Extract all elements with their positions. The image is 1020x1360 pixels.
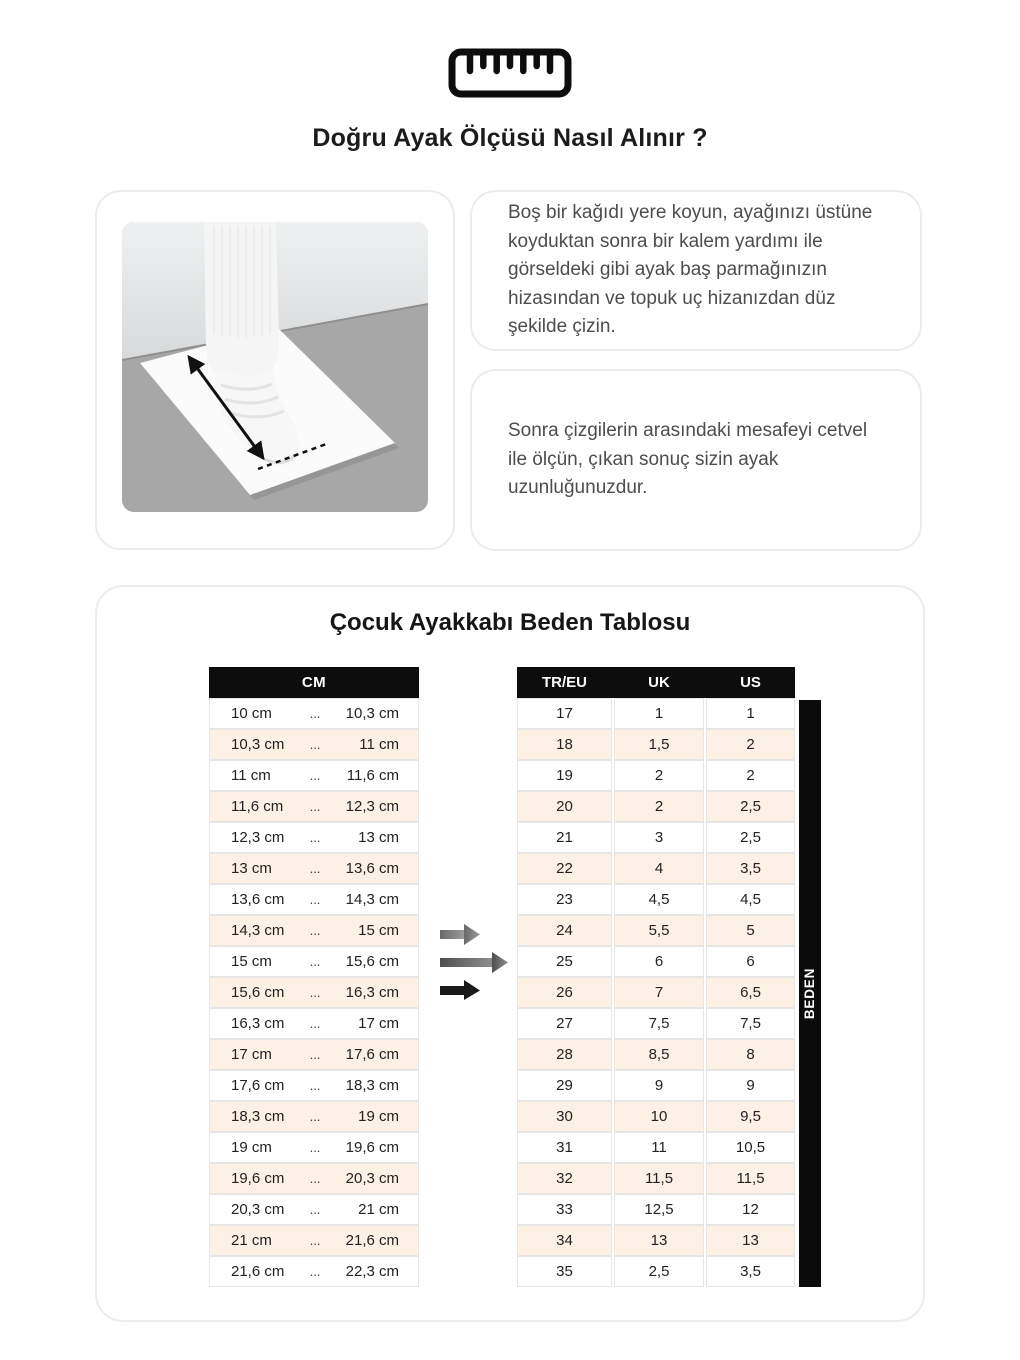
cm-table-row bbox=[209, 1256, 419, 1287]
size-cell: 12,5 bbox=[614, 1194, 704, 1225]
size-table-row bbox=[517, 698, 795, 729]
col-header-tr-eu: TR/EU bbox=[542, 674, 587, 691]
ruler-icon bbox=[448, 48, 572, 98]
size-cell: 33 bbox=[517, 1194, 612, 1225]
size-cell: 3,5 bbox=[706, 853, 795, 884]
cm-from-value: 20,3 cm bbox=[231, 1201, 285, 1218]
size-table-row bbox=[517, 822, 795, 853]
size-cell: 34 bbox=[517, 1225, 612, 1256]
size-table-card bbox=[95, 585, 925, 1322]
size-table-row bbox=[517, 884, 795, 915]
size-cell: 1 bbox=[614, 698, 704, 729]
size-table-title: Çocuk Ayakkabı Beden Tablosu bbox=[329, 609, 691, 636]
size-table-row bbox=[517, 791, 795, 822]
cm-to-value: 17,6 cm bbox=[345, 1046, 399, 1063]
cm-table-row bbox=[209, 915, 419, 946]
cm-table-row bbox=[209, 1008, 419, 1039]
cm-separator: ... bbox=[309, 1171, 321, 1186]
cm-separator: ... bbox=[309, 1202, 321, 1217]
cm-table-row bbox=[209, 977, 419, 1008]
cm-from-value: 11 cm bbox=[231, 767, 271, 784]
cm-to-value: 16,3 cm bbox=[345, 984, 399, 1001]
cm-to-value: 18,3 cm bbox=[345, 1077, 399, 1094]
cm-to-value: 21,6 cm bbox=[345, 1232, 399, 1249]
cm-table-row bbox=[209, 1163, 419, 1194]
size-table-row bbox=[517, 1132, 795, 1163]
size-table-row bbox=[517, 1194, 795, 1225]
cm-to-value: 20,3 cm bbox=[345, 1170, 399, 1187]
cm-to-value: 15 cm bbox=[358, 922, 399, 939]
instruction-card-2 bbox=[470, 369, 922, 551]
size-cell: 9 bbox=[614, 1070, 704, 1101]
size-cell: 30 bbox=[517, 1101, 612, 1132]
cm-to-value: 14,3 cm bbox=[345, 891, 399, 908]
cm-to-value: 22,3 cm bbox=[345, 1263, 399, 1280]
cm-from-value: 17,6 cm bbox=[231, 1077, 285, 1094]
intl-table-body bbox=[517, 698, 795, 1287]
size-cell: 6 bbox=[706, 946, 795, 977]
cm-from-value: 21 cm bbox=[231, 1232, 272, 1249]
cm-table-row bbox=[209, 760, 419, 791]
cm-separator: ... bbox=[309, 706, 321, 721]
size-cell: 29 bbox=[517, 1070, 612, 1101]
size-table-row bbox=[517, 977, 795, 1008]
transfer-arrows-icon bbox=[439, 924, 519, 1000]
cm-table-row bbox=[209, 1225, 419, 1256]
cm-table-row bbox=[209, 729, 419, 760]
cm-table-row bbox=[209, 1132, 419, 1163]
size-cell: 9 bbox=[706, 1070, 795, 1101]
cm-table-row bbox=[209, 822, 419, 853]
size-cell: 22 bbox=[517, 853, 612, 884]
size-cell: 10,5 bbox=[706, 1132, 795, 1163]
size-cell: 2,5 bbox=[706, 822, 795, 853]
cm-table-row bbox=[209, 884, 419, 915]
cm-separator: ... bbox=[309, 892, 321, 907]
size-cell: 13 bbox=[614, 1225, 704, 1256]
cm-from-value: 10 cm bbox=[231, 705, 272, 722]
cm-from-value: 15 cm bbox=[231, 953, 272, 970]
size-cell: 32 bbox=[517, 1163, 612, 1194]
cm-from-value: 21,6 cm bbox=[231, 1263, 285, 1280]
size-cell: 2,5 bbox=[614, 1256, 704, 1287]
cm-separator: ... bbox=[309, 1047, 321, 1062]
cm-separator: ... bbox=[309, 1233, 321, 1248]
size-table-row bbox=[517, 1008, 795, 1039]
cm-from-value: 10,3 cm bbox=[231, 736, 285, 753]
size-cell: 18 bbox=[517, 729, 612, 760]
size-cell: 5 bbox=[706, 915, 795, 946]
cm-separator: ... bbox=[309, 768, 321, 783]
size-cell: 3,5 bbox=[706, 1256, 795, 1287]
size-cell: 6 bbox=[614, 946, 704, 977]
size-table-row bbox=[517, 1070, 795, 1101]
size-table-row bbox=[517, 915, 795, 946]
cm-separator: ... bbox=[309, 1140, 321, 1155]
size-table-row bbox=[517, 946, 795, 977]
size-cell: 23 bbox=[517, 884, 612, 915]
size-cell: 8,5 bbox=[614, 1039, 704, 1070]
cm-from-value: 12,3 cm bbox=[231, 829, 285, 846]
size-cell: 25 bbox=[517, 946, 612, 977]
cm-table-row bbox=[209, 698, 419, 729]
intl-table-header bbox=[517, 667, 795, 698]
cm-from-value: 14,3 cm bbox=[231, 922, 285, 939]
cm-to-value: 15,6 cm bbox=[345, 953, 399, 970]
cm-from-value: 13 cm bbox=[231, 860, 272, 877]
size-cell: 28 bbox=[517, 1039, 612, 1070]
size-table-row bbox=[517, 729, 795, 760]
cm-separator: ... bbox=[309, 830, 321, 845]
cm-from-value: 17 cm bbox=[231, 1046, 272, 1063]
size-cell: 35 bbox=[517, 1256, 612, 1287]
size-cell: 20 bbox=[517, 791, 612, 822]
cm-table-row bbox=[209, 1101, 419, 1132]
cm-table-body bbox=[209, 698, 419, 1287]
size-cell: 5,5 bbox=[614, 915, 704, 946]
cm-to-value: 19,6 cm bbox=[345, 1139, 399, 1156]
size-cell: 4,5 bbox=[614, 884, 704, 915]
col-header-uk: UK bbox=[648, 674, 670, 691]
cm-separator: ... bbox=[309, 799, 321, 814]
cm-table-row bbox=[209, 1194, 419, 1225]
size-table-row bbox=[517, 853, 795, 884]
size-cell: 13 bbox=[706, 1225, 795, 1256]
cm-table-row bbox=[209, 791, 419, 822]
size-cell: 2 bbox=[706, 760, 795, 791]
instruction-step2-text: Sonra çizgilerin arasındaki mesafeyi cetvel ile ölçün, çıkan sonuç sizin ayak uzunluğunuzdur. bbox=[508, 420, 868, 499]
cm-separator: ... bbox=[309, 737, 321, 752]
instruction-step1-text: Boş bir kağıdı yere koyun, ayağınızı üstüne koyduktan sonra bir kalem yardımı ile görseldeki gibi ayak baş parmağınızın hizasından ve topuk uç hizanızdan düz şekilde çizin. bbox=[508, 202, 873, 338]
size-table-row bbox=[517, 1225, 795, 1256]
size-cell: 1,5 bbox=[614, 729, 704, 760]
size-table-row bbox=[517, 760, 795, 791]
cm-separator: ... bbox=[309, 985, 321, 1000]
size-cell: 2 bbox=[614, 760, 704, 791]
size-table-row bbox=[517, 1163, 795, 1194]
measure-photo-card bbox=[95, 190, 455, 550]
size-cell: 12 bbox=[706, 1194, 795, 1225]
size-cell: 2 bbox=[706, 729, 795, 760]
size-cell: 7,5 bbox=[706, 1008, 795, 1039]
cm-to-value: 10,3 cm bbox=[345, 705, 399, 722]
size-cell: 4,5 bbox=[706, 884, 795, 915]
cm-to-value: 13 cm bbox=[358, 829, 399, 846]
foot-measure-photo bbox=[122, 222, 428, 512]
col-header-us: US bbox=[740, 674, 761, 691]
cm-to-value: 13,6 cm bbox=[345, 860, 399, 877]
cm-table-row bbox=[209, 946, 419, 977]
cm-separator: ... bbox=[309, 861, 321, 876]
size-cell: 24 bbox=[517, 915, 612, 946]
intl-size-table bbox=[517, 667, 795, 1287]
cm-separator: ... bbox=[309, 1078, 321, 1093]
beden-bar bbox=[799, 700, 821, 1287]
size-cell: 8 bbox=[706, 1039, 795, 1070]
cm-separator: ... bbox=[309, 923, 321, 938]
size-cell: 31 bbox=[517, 1132, 612, 1163]
cm-separator: ... bbox=[309, 954, 321, 969]
cm-table-row bbox=[209, 853, 419, 884]
size-cell: 11,5 bbox=[614, 1163, 704, 1194]
cm-to-value: 21 cm bbox=[358, 1201, 399, 1218]
beden-label: BEDEN bbox=[802, 967, 818, 1020]
cm-to-value: 19 cm bbox=[358, 1108, 399, 1125]
size-cell: 4 bbox=[614, 853, 704, 884]
size-cell: 11 bbox=[614, 1132, 704, 1163]
size-cell: 1 bbox=[706, 698, 795, 729]
size-cell: 2,5 bbox=[706, 791, 795, 822]
size-cell: 17 bbox=[517, 698, 612, 729]
cm-table-header: CM bbox=[209, 667, 419, 698]
cm-from-value: 13,6 cm bbox=[231, 891, 285, 908]
cm-from-value: 18,3 cm bbox=[231, 1108, 285, 1125]
cm-from-value: 11,6 cm bbox=[231, 798, 284, 815]
size-cell: 9,5 bbox=[706, 1101, 795, 1132]
cm-from-value: 19,6 cm bbox=[231, 1170, 285, 1187]
size-cell: 3 bbox=[614, 822, 704, 853]
cm-to-value: 11 cm bbox=[359, 736, 399, 753]
cm-from-value: 16,3 cm bbox=[231, 1015, 285, 1032]
cm-table bbox=[209, 667, 419, 1287]
size-table-row bbox=[517, 1256, 795, 1287]
size-cell: 10 bbox=[614, 1101, 704, 1132]
cm-from-value: 15,6 cm bbox=[231, 984, 285, 1001]
size-cell: 27 bbox=[517, 1008, 612, 1039]
size-table-row bbox=[517, 1039, 795, 1070]
cm-table-row bbox=[209, 1039, 419, 1070]
cm-to-value: 17 cm bbox=[358, 1015, 399, 1032]
cm-table-row bbox=[209, 1070, 419, 1101]
size-cell: 2 bbox=[614, 791, 704, 822]
size-cell: 11,5 bbox=[706, 1163, 795, 1194]
size-cell: 7,5 bbox=[614, 1008, 704, 1039]
cm-from-value: 19 cm bbox=[231, 1139, 272, 1156]
size-cell: 7 bbox=[614, 977, 704, 1008]
size-table-row bbox=[517, 1101, 795, 1132]
size-cell: 19 bbox=[517, 760, 612, 791]
cm-separator: ... bbox=[309, 1109, 321, 1124]
size-cell: 6,5 bbox=[706, 977, 795, 1008]
cm-to-value: 11,6 cm bbox=[346, 767, 399, 784]
page-title: Doğru Ayak Ölçüsü Nasıl Alınır ? bbox=[312, 124, 708, 152]
size-cell: 26 bbox=[517, 977, 612, 1008]
size-cell: 21 bbox=[517, 822, 612, 853]
cm-separator: ... bbox=[309, 1016, 321, 1031]
cm-separator: ... bbox=[309, 1264, 321, 1279]
instruction-card-1 bbox=[470, 190, 922, 351]
cm-to-value: 12,3 cm bbox=[345, 798, 399, 815]
